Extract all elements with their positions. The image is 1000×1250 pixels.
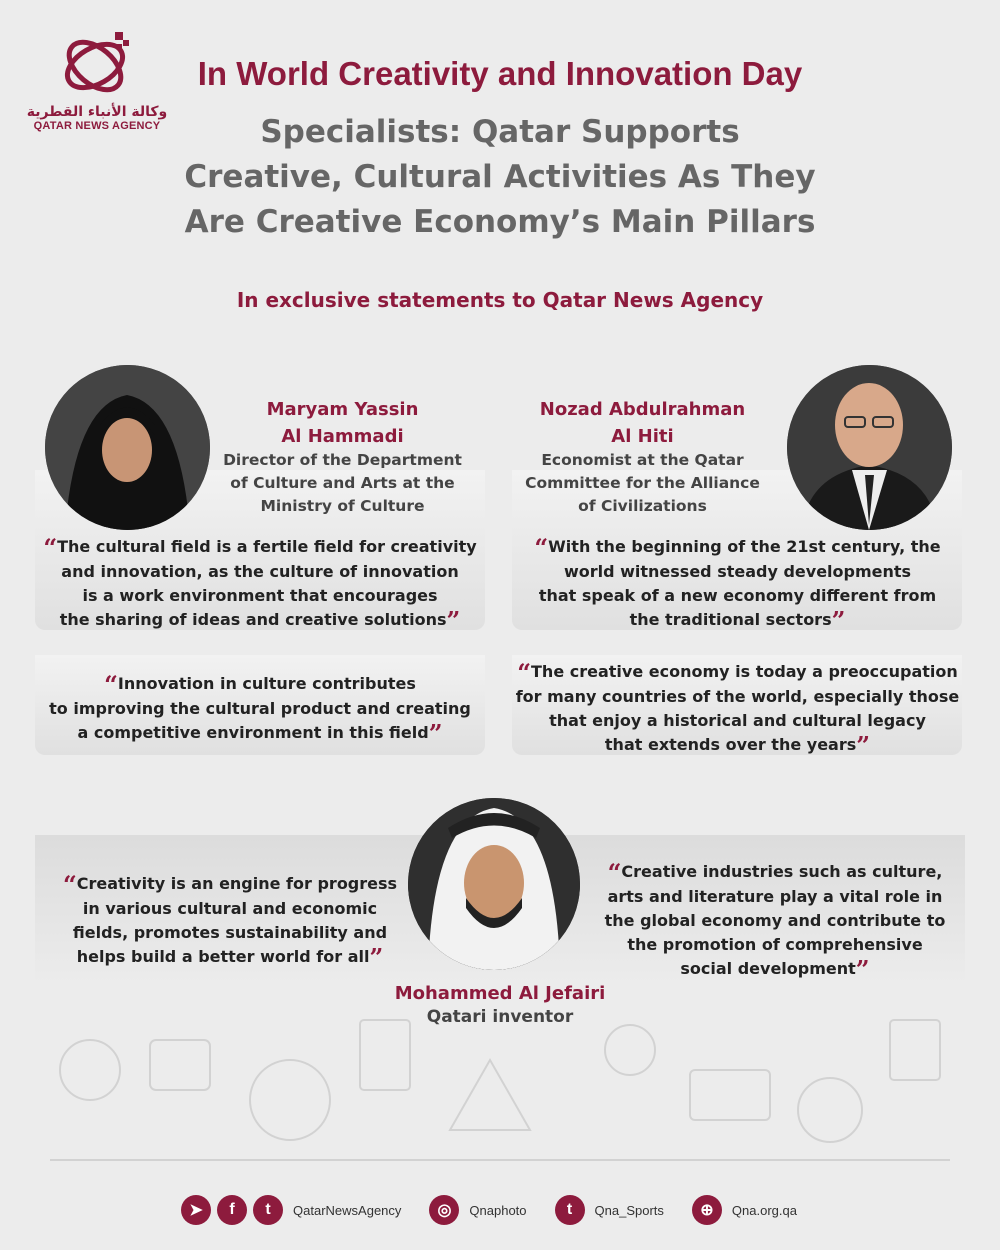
quote-4 [515,660,960,758]
quote-6-line-4: the promotion of comprehensive [627,935,923,954]
portrait-nozad [787,365,952,530]
quote-3 [40,672,480,746]
subtitle-line-3: Are Creative Economy’s Main Pillars [184,204,816,240]
logo-arabic-text: وكالة الأنباء القطرية [26,104,168,120]
quote-1-line-2: and innovation, as the culture of innovation [61,562,459,581]
telegram-icon[interactable]: ➤ [181,1195,211,1225]
handle-website[interactable]: Qna.org.qa [731,1202,797,1218]
portrait-maryam [45,365,210,530]
close-quote-icon: ” [369,943,384,972]
globe-icon[interactable]: ⊕ [692,1195,722,1225]
speaker-role-maryam [215,449,470,518]
quote-4-line-2: for many countries of the world, especially those [515,687,960,706]
quote-6-line-1: Creative industries such as culture, [621,862,943,881]
close-quote-icon: ” [831,606,846,635]
quote-3-line-2: to improving the cultural product and creating [49,699,471,718]
quote-3-line-3: a competitive environment in this field [77,723,429,742]
quote-5-line-3: fields, promotes sustainability and [72,923,388,942]
speaker-role-nozad [515,449,770,518]
portrait-mohammed [408,798,580,970]
maryam-name-line-1: Maryam Yassin [266,399,419,420]
handle-qna-sports[interactable]: Qna_Sports [594,1202,664,1218]
quote-2-line-4: the traditional sectors [629,610,832,629]
close-quote-icon: ” [856,731,871,760]
maryam-role-line-3: Ministry of Culture [260,497,425,515]
quote-5 [45,872,415,970]
headline: In World Creativity and Innovation Day [197,55,803,92]
social-footer [0,1192,1000,1228]
logo-english-text: QATAR NEWS AGENCY [33,120,161,132]
quote-2-line-1: With the beginning of the 21st century, the [548,537,941,556]
open-quote-icon: “ [607,858,622,887]
quote-5-line-2: in various cultural and economic [82,899,378,918]
intro-line: In exclusive statements to Qatar News Agency [236,288,764,312]
subtitle-line-1: Specialists: Qatar Supports [260,114,740,150]
quote-5-line-4: helps build a better world for all [76,947,370,966]
close-quote-icon: ” [428,719,443,748]
handle-qatarnewsagency[interactable]: QatarNewsAgency [293,1202,402,1218]
qna-logo-icon [57,28,137,102]
open-quote-icon: “ [534,533,549,562]
open-quote-icon: “ [62,870,77,899]
quote-1-line-3: is a work environment that encourages [82,586,438,605]
nozad-name-line-1: Nozad Abdulrahman [539,399,746,420]
maryam-name-line-2: Al Hammadi [281,426,404,447]
open-quote-icon: “ [43,533,58,562]
quote-6 [595,860,955,982]
quote-6-line-3: the global economy and contribute to [604,911,946,930]
twitter-icon[interactable]: t [253,1195,283,1225]
handle-qnaphoto[interactable]: Qnaphoto [469,1202,527,1218]
close-quote-icon: ” [855,955,870,984]
quote-4-line-1: The creative economy is today a preoccupation [531,662,958,681]
subtitle [140,110,860,245]
quote-2-line-3: that speak of a new economy different from [538,586,937,605]
nozad-role-line-3: of Civilizations [578,497,707,515]
quote-4-line-4: that extends over the years [604,735,857,754]
nozad-role-line-1: Economist at the Qatar [541,451,744,469]
twitter-icon[interactable]: t [555,1195,585,1225]
speaker-name-nozad [520,396,765,450]
facebook-icon[interactable]: f [217,1195,247,1225]
open-quote-icon: “ [517,658,532,687]
quote-1-line-4: the sharing of ideas and creative solutions [59,610,447,629]
maryam-role-line-2: of Culture and Arts at the [230,474,455,492]
close-quote-icon: ” [446,606,461,635]
speaker-role-mohammed: Qatari inventor [426,1007,574,1027]
nozad-role-line-2: Committee for the Alliance [525,474,760,492]
quote-6-line-5: social development [680,959,856,978]
quote-1-line-1: The cultural field is a fertile field for creativity [57,537,477,556]
quote-3-line-1: Innovation in culture contributes [117,674,416,693]
open-quote-icon: “ [104,670,118,699]
speaker-name-maryam [220,396,465,450]
quote-2-line-2: world witnessed steady developments [563,562,912,581]
quote-1 [40,535,480,633]
quote-5-line-1: Creativity is an engine for progress [76,874,398,893]
quote-2 [515,535,960,633]
subtitle-line-2: Creative, Cultural Activities As They [184,159,816,195]
quote-4-line-3: that enjoy a historical and cultural legacy [549,711,926,730]
nozad-name-line-2: Al Hiti [611,426,674,447]
quote-6-line-2: arts and literature play a vital role in [607,887,943,906]
maryam-role-line-1: Director of the Department [223,451,462,469]
speaker-name-mohammed: Mohammed Al Jefairi [394,983,606,1004]
instagram-icon[interactable]: ◎ [429,1195,459,1225]
